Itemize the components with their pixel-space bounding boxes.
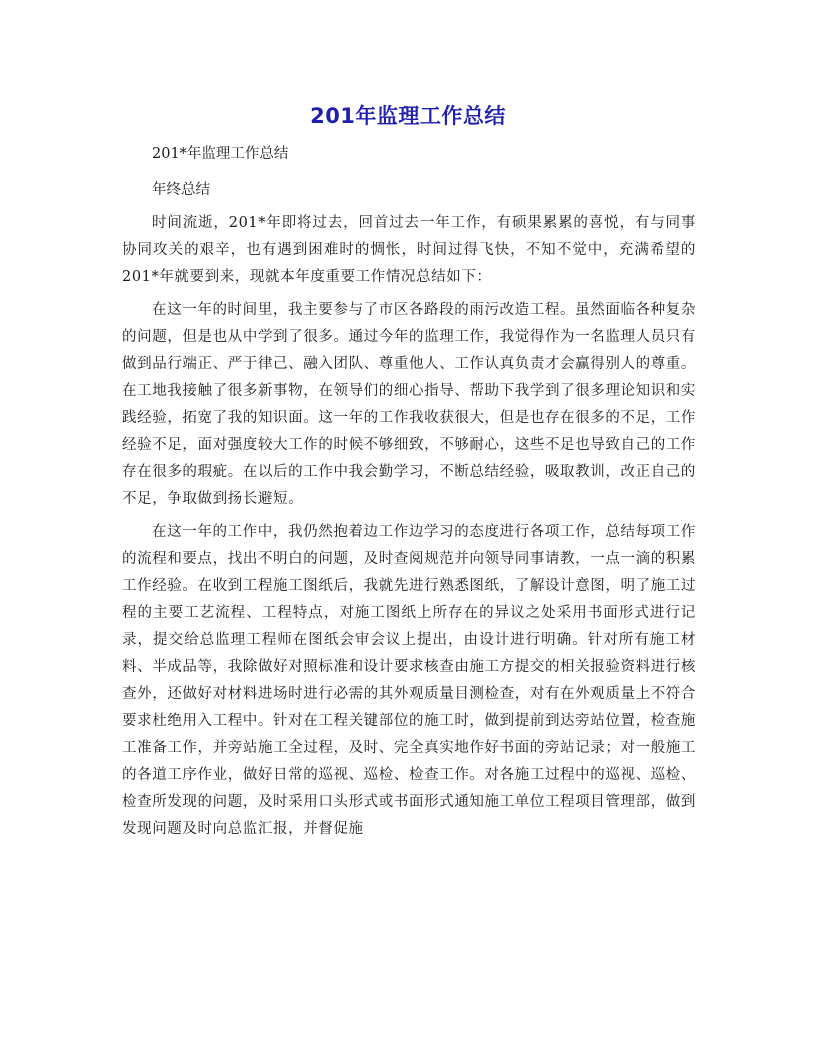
paragraph-intro: 时间流逝，201*年即将过去，回首过去一年工作，有硕果累累的喜悦，有与同事协同攻关的艰辛，也有遇到困难时的惆怅，时间过得飞快，不知不觉中，充满希望的201*年就要到来，现就本年度重要工作情况总结如下： (122, 215, 696, 285)
body-text (122, 210, 696, 849)
paragraph-workflow: 在这一年的工作中，我仍然抱着边工作边学习的态度进行各项工作，总结每项工作的流程和要点，找出不明白的问题，及时查阅规范并向领导同事请教，一点一滴的积累工作经验。在收到工程施工图纸后，我就先进行熟悉图纸，了解设计意图，明了施工过程的主要工艺流程、工程特点，对施工图纸上所存在的异议之处采用书面形式进行记录，提交给总监理工程师在图纸会审会议上提出，由设计进行明确。针对所有施工材料、半成品等，我除做好对照标准和设计要求核查由施工方提交的相关报验资料进行核查外，还做好对材料进场时进行必需的其外观质量目测检查，对有在外观质量上不符合要求杜绝用入工程中。针对在工程关键部位的施工时，做到提前到达旁站位置，检查施工准备工作，并旁站施工全过程，及时、完全真实地作好书面的旁站记录；对一般施工的各道工序作业，做好日常的巡视、巡检、检查工作。对各施工过程中的巡视、巡检、检查所发现的问题，及时采用口头形式或书面形式通知施工单位工程项目管理部，做到发现问题及时向总监汇报，并督促施 (122, 524, 696, 837)
document-title: 201年监理工作总结 (310, 104, 506, 128)
paragraph-experience: 在这一年的时间里，我主要参与了市区各路段的雨污改造工程。虽然面临各种复杂的问题，但是也从中学到了很多。通过今年的监理工作，我觉得作为一名监理人员只有做到品行端正、严于律己、融入团队、尊重他人、工作认真负责才会赢得别人的尊重。在工地我接触了很多新事物，在领导们的细心指导、帮助下我学到了很多理论知识和实践经验，拓宽了我的知识面。这一年的工作我收获很大，但是也存在很多的不足，工作经验不足，面对强度较大工作的时候不够细致，不够耐心，这些不足也导致自己的工作存在很多的瑕疵。在以后的工作中我会勤学习，不断总结经验，吸取教训，改正自己的不足，争取做到扬长避短。 (122, 302, 696, 507)
document-subtitle: 201*年监理工作总结 (152, 146, 289, 162)
section-label: 年终总结 (152, 182, 210, 198)
